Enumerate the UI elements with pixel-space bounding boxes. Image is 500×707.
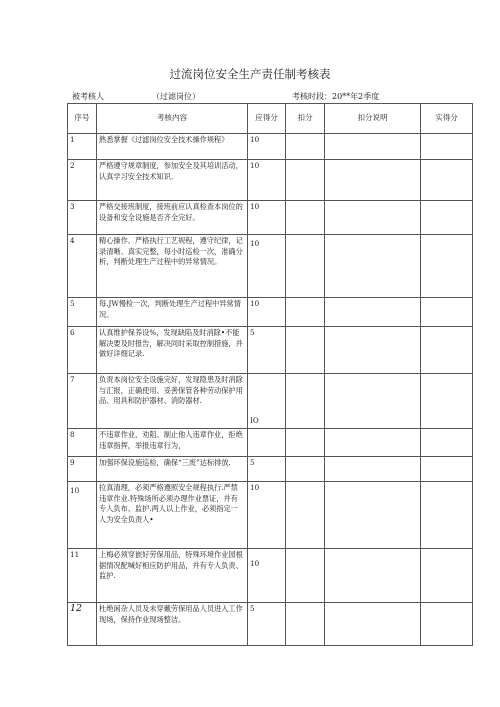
final-score-cell bbox=[421, 327, 473, 374]
row-number: 3 bbox=[68, 201, 97, 235]
deduction-cell bbox=[286, 201, 325, 235]
deduction-note-cell bbox=[325, 429, 421, 457]
row-content: 精心操作、严格执行工艺规程，遵守纪律，记录清晰、真实完整，每小时巡检一次，准确分析，判断处理生产过程中的异常情况。 bbox=[97, 235, 248, 298]
table-row bbox=[68, 549, 473, 603]
row-number: 6 bbox=[68, 327, 97, 374]
table-row bbox=[68, 429, 473, 457]
row-number: 9 bbox=[68, 457, 97, 482]
row-content: 严格遵守规章制度，参加安全及其培训活动，认真学习安全技术知识. bbox=[97, 160, 248, 201]
row-number: 4 bbox=[68, 235, 97, 298]
deduction-note-cell bbox=[325, 298, 421, 327]
row-number: 1 bbox=[68, 134, 97, 160]
final-score-cell bbox=[421, 374, 473, 429]
deduction-cell bbox=[286, 160, 325, 201]
deduction-note-cell bbox=[325, 235, 421, 298]
deduction-note-cell bbox=[325, 457, 421, 482]
row-score: 10 bbox=[248, 134, 286, 160]
header-score: 应得分 bbox=[248, 104, 286, 134]
header-no: 序号 bbox=[68, 104, 97, 134]
deduction-note-cell bbox=[325, 482, 421, 549]
row-number: 10 bbox=[68, 482, 97, 549]
row-content: 杜绝闲杂人员及未穿戴劳保用品人员进入工作现场，保持作业现场整洁。 bbox=[97, 603, 248, 646]
final-score-cell bbox=[421, 603, 473, 646]
table-row bbox=[68, 160, 473, 201]
row-number: 8 bbox=[68, 429, 97, 457]
row-score: 10 bbox=[248, 482, 286, 549]
table-row bbox=[68, 457, 473, 482]
row-number: 12 bbox=[68, 603, 97, 646]
table-row bbox=[68, 201, 473, 235]
table-row bbox=[68, 235, 473, 298]
final-score-cell bbox=[421, 429, 473, 457]
row-score: IO bbox=[248, 374, 286, 429]
row-content: 拉真清理，必须严格遵照安全规程执行.严禁违章作业.特殊场所必须办理作业票证，并有专人负布、监护.两人以上作业，必须指定一人为安全负责人• bbox=[97, 482, 248, 549]
deduction-cell bbox=[286, 374, 325, 429]
header-row bbox=[68, 104, 473, 134]
row-score: 10 bbox=[248, 160, 286, 201]
final-score-cell bbox=[421, 134, 473, 160]
header-final-score: 实得分 bbox=[421, 104, 473, 134]
header-content: 考核内容 bbox=[97, 104, 248, 134]
row-content: 上梅必须穿嵌好劳保用品，特殊环境作业园根据情况配喊好相应防护用品，并有专人负责、监护. bbox=[97, 549, 248, 603]
final-score-cell bbox=[421, 201, 473, 235]
row-content: 不违章作业，劝阻、制止他人违章作业，拒绝违章指挥，举报违章行为， bbox=[97, 429, 248, 457]
final-score-cell bbox=[421, 298, 473, 327]
row-score: 10 bbox=[248, 298, 286, 327]
deduction-note-cell bbox=[325, 134, 421, 160]
row-score: 5 bbox=[248, 327, 286, 374]
header-deduction-note: 扣分说明 bbox=[325, 104, 421, 134]
deduction-note-cell bbox=[325, 327, 421, 374]
deduction-note-cell bbox=[325, 160, 421, 201]
row-score: 5 bbox=[248, 457, 286, 482]
assessment-table bbox=[67, 103, 473, 646]
deduction-note-cell bbox=[325, 201, 421, 235]
row-content: 熟悉掌握《过滤岗位安全技术操作规程》 bbox=[97, 134, 248, 160]
final-score-cell bbox=[421, 235, 473, 298]
deduction-cell bbox=[286, 327, 325, 374]
header-deduction: 扣分 bbox=[286, 104, 325, 134]
final-score-cell bbox=[421, 482, 473, 549]
table-row bbox=[68, 327, 473, 374]
post-label: （过滤岗位） bbox=[152, 92, 200, 101]
table-row bbox=[68, 134, 473, 160]
row-number: 5 bbox=[68, 298, 97, 327]
deduction-cell bbox=[286, 482, 325, 549]
table-row bbox=[68, 374, 473, 429]
deduction-cell bbox=[286, 298, 325, 327]
assessee-label: 被考核人 bbox=[72, 92, 104, 101]
deduction-cell bbox=[286, 235, 325, 298]
row-score: 10 bbox=[248, 549, 286, 603]
row-content: 认真维护保养设%，发现缺陷及时消除•不能解决要及时报告，解决同时采取控制措施，并做好详细记录. bbox=[97, 327, 248, 374]
final-score-cell bbox=[421, 549, 473, 603]
row-content: 严格交接班制度，接班前应认真检查本岗位的设备和安全设施是否齐全完好。 bbox=[97, 201, 248, 235]
row-number: 11 bbox=[68, 549, 97, 603]
row-score: 10 bbox=[248, 235, 286, 298]
deduction-cell bbox=[286, 429, 325, 457]
row-content: 加强环保设施巡检，确保“三废”达标排放. bbox=[97, 457, 248, 482]
deduction-cell bbox=[286, 457, 325, 482]
deduction-cell bbox=[286, 134, 325, 160]
row-number: 2 bbox=[68, 160, 97, 201]
table-row bbox=[68, 603, 473, 646]
row-score bbox=[248, 429, 286, 457]
table-row bbox=[68, 482, 473, 549]
deduction-cell bbox=[286, 549, 325, 603]
row-content: 负责本岗位安全设施完好，发现隐患及时消除与汇报，正确使用、妥善保管各种劳动保护用品、用具和防护器材、消防器材. bbox=[97, 374, 248, 429]
row-score: 10 bbox=[248, 201, 286, 235]
table-row bbox=[68, 298, 473, 327]
deduction-note-cell bbox=[325, 374, 421, 429]
row-number: 7 bbox=[68, 374, 97, 429]
deduction-note-cell bbox=[325, 549, 421, 603]
row-score: 5 bbox=[248, 603, 286, 646]
row-content: 每.JW慢检一次，判断处理生产过程中异常情况。 bbox=[97, 298, 248, 327]
final-score-cell bbox=[421, 160, 473, 201]
form-title: 过流岗位安全生产责任制考核表 bbox=[169, 67, 331, 81]
deduction-cell bbox=[286, 603, 325, 646]
period-label: 考核时段：20**年2季度 bbox=[292, 92, 380, 101]
deduction-note-cell bbox=[325, 603, 421, 646]
final-score-cell bbox=[421, 457, 473, 482]
